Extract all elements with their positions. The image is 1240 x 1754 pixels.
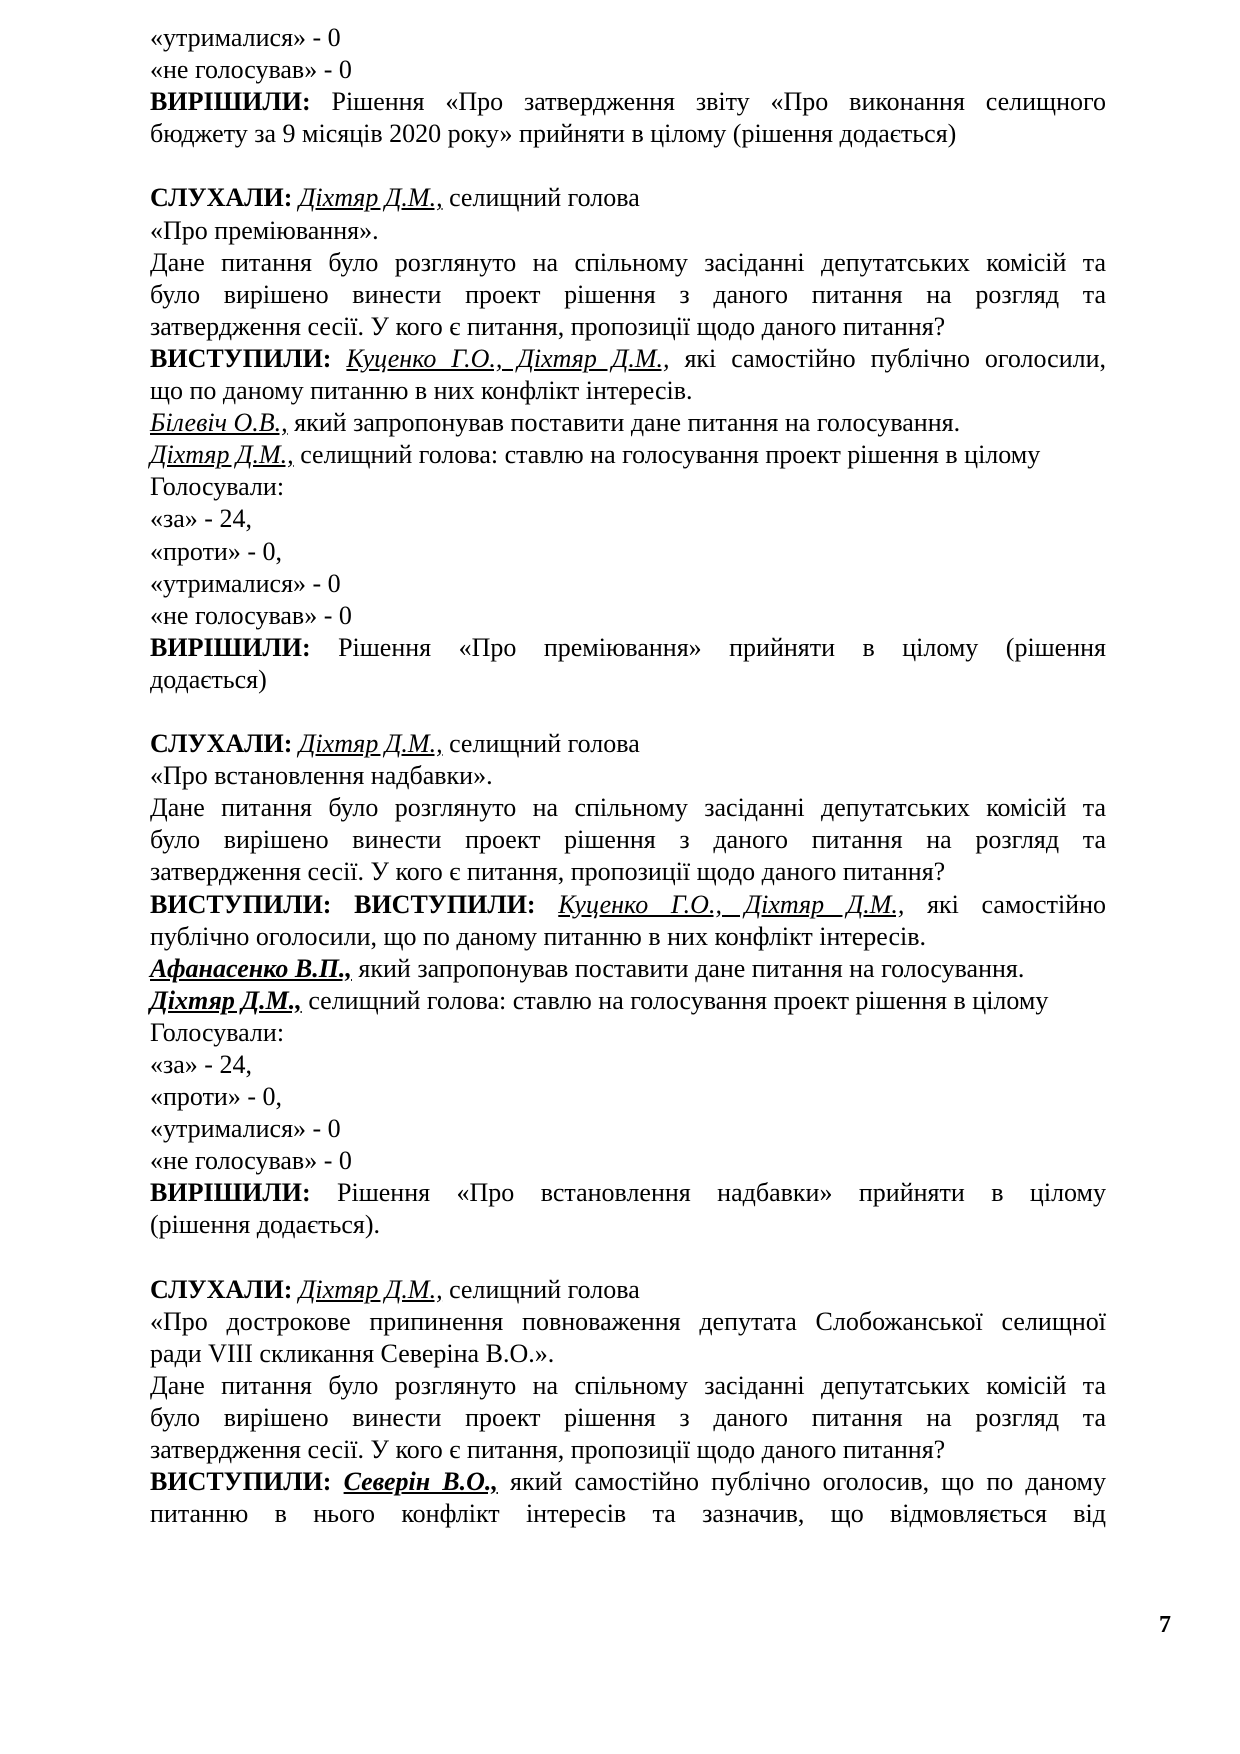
spoke-name: Северін В.О., [343, 1467, 498, 1497]
decision-line [150, 86, 1106, 118]
heard-line [150, 728, 1106, 760]
agenda-topic-cont: ради VIII скликання Северіна В.О.». [150, 1338, 555, 1368]
speaker-role: селищний голова [449, 183, 640, 213]
spoke-names: Куценко Г.О., Діхтяр Д.М., [346, 343, 670, 373]
decided-label: ВИРІШИЛИ: [150, 1178, 311, 1208]
spacer [150, 150, 1106, 182]
decision-line-cont: (рішення додається). [150, 1210, 381, 1240]
intro-line: Дане питання було розглянуто на спільному засіданні депутатських комісій та [150, 1370, 1106, 1400]
proposer-text: який запропонував поставити дане питання на голосування. [358, 953, 1025, 983]
decision-line [150, 1177, 1106, 1209]
vote-against: «проти» - 0, [150, 536, 283, 566]
speaker-name: Діхтяр Д.М., [298, 1274, 443, 1304]
spoke-label: ВИСТУПИЛИ: [150, 1467, 332, 1497]
intro-line: Дане питання було розглянуто на спільному засіданні депутатських комісій та [150, 793, 1106, 823]
vote-for: «за» - 24, [150, 504, 252, 534]
spoke-names: Куценко Г.О., Діхтяр Д.М., [558, 889, 905, 919]
chair-text: селищний голова: ставлю на голосування проект рішення в цілому [300, 440, 1041, 470]
speaker-name: Діхтяр Д.М., [298, 729, 443, 759]
decision-text: Рішення «Про встановлення надбавки» прийняти в цілому [337, 1178, 1106, 1208]
proposer-line [150, 953, 1106, 985]
speaker-name: Діхтяр Д.М., [298, 183, 443, 213]
decision-line-cont: додається) [150, 664, 267, 694]
proposer-line [150, 407, 1106, 439]
spoke-line [150, 889, 1106, 921]
vote-abstain: «утрималися» - 0 [150, 1114, 341, 1144]
chair-text: селищний голова: ставлю на голосування проект рішення в цілому [308, 985, 1049, 1015]
speaker-role: селищний голова [449, 1274, 640, 1304]
decision-text: Рішення «Про затвердження звіту «Про виконання селищного [331, 87, 1107, 117]
spacer [150, 1242, 1106, 1274]
intro-line: Дане питання було розглянуто на спільному засіданні депутатських комісій та [150, 247, 1106, 277]
document-body [150, 22, 1106, 1530]
intro-line: затвердження сесії. У кого є питання, пропозиції щодо даного питання? [150, 1435, 946, 1465]
spoke-line-cont: публічно оголосили, що по даному питанню в них конфлікт інтересів. [150, 921, 927, 951]
heard-line [150, 1274, 1106, 1306]
vote-against: «проти» - 0, [150, 1082, 283, 1112]
spoke-line [150, 1466, 1106, 1498]
voted-label: Голосували: [150, 472, 285, 502]
spoke-line [150, 343, 1106, 375]
agenda-topic: «Про дострокове припинення повноваження депутата Слобожанської селищної [150, 1306, 1106, 1336]
vote-novote: «не голосував» - 0 [150, 1146, 352, 1176]
vote-abstain: «утрималися» - 0 [150, 568, 341, 598]
spoke-label: ВИСТУПИЛИ: [150, 343, 332, 373]
spacer [150, 696, 1106, 728]
intro-line: було вирішено винести проект рішення з даного питання на розгляд та [150, 279, 1106, 309]
intro-line: затвердження сесії. У кого є питання, пропозиції щодо даного питання? [150, 857, 946, 887]
decision-line [150, 632, 1106, 664]
chair-line [150, 439, 1106, 471]
vote-for: «за» - 24, [150, 1050, 252, 1079]
spoke-text: які самостійно публічно оголосили, [684, 343, 1107, 373]
heard-label: СЛУХАЛИ: [150, 183, 293, 213]
intro-line: затвердження сесії. У кого є питання, пропозиції щодо даного питання? [150, 311, 946, 341]
vote-novote: «не голосував» - 0 [150, 600, 352, 630]
page-number: 7 [1159, 1612, 1171, 1638]
heard-label: СЛУХАЛИ: [150, 729, 293, 759]
vote-novote: «не голосував» - 0 [150, 55, 352, 85]
heard-line [150, 182, 1106, 214]
decided-label: ВИРІШИЛИ: [150, 632, 311, 662]
intro-line: було вирішено винести проект рішення з даного питання на розгляд та [150, 1403, 1106, 1433]
spoke-line-cont: що по даному питанню в них конфлікт інтересів. [150, 376, 693, 406]
agenda-topic: «Про преміювання». [150, 215, 379, 245]
spoke-label: ВИСТУПИЛИ: ВИСТУПИЛИ: [150, 889, 536, 919]
spoke-line-cont: питанню в нього конфлікт інтересів та зазначив, що відмовляється від [150, 1499, 1106, 1529]
proposer-name: Білевіч О.В., [150, 408, 288, 438]
proposer-text: який запропонував поставити дане питання на голосування. [294, 408, 961, 438]
voted-label: Голосували: [150, 1017, 285, 1047]
decision-text: Рішення «Про преміювання» прийняти в цілому (рішення [338, 632, 1107, 662]
spoke-text: які самостійно [927, 889, 1107, 919]
speaker-role: селищний голова [449, 729, 640, 759]
chair-line [150, 985, 1106, 1017]
decided-label: ВИРІШИЛИ: [150, 87, 311, 117]
agenda-topic: «Про встановлення надбавки». [150, 761, 493, 791]
heard-label: СЛУХАЛИ: [150, 1274, 293, 1304]
proposer-name: Афанасенко В.П., [150, 953, 352, 983]
chair-name: Діхтяр Д.М., [150, 440, 294, 470]
spoke-text: який самостійно публічно оголосив, що по даному [510, 1467, 1107, 1497]
vote-abstain: «утрималися» - 0 [150, 23, 341, 52]
decision-line-cont: бюджету за 9 місяців 2020 року» прийняти в цілому (рішення додається) [150, 119, 957, 149]
chair-name: Діхтяр Д.М., [150, 985, 302, 1015]
intro-line: було вирішено винести проект рішення з даного питання на розгляд та [150, 825, 1106, 855]
